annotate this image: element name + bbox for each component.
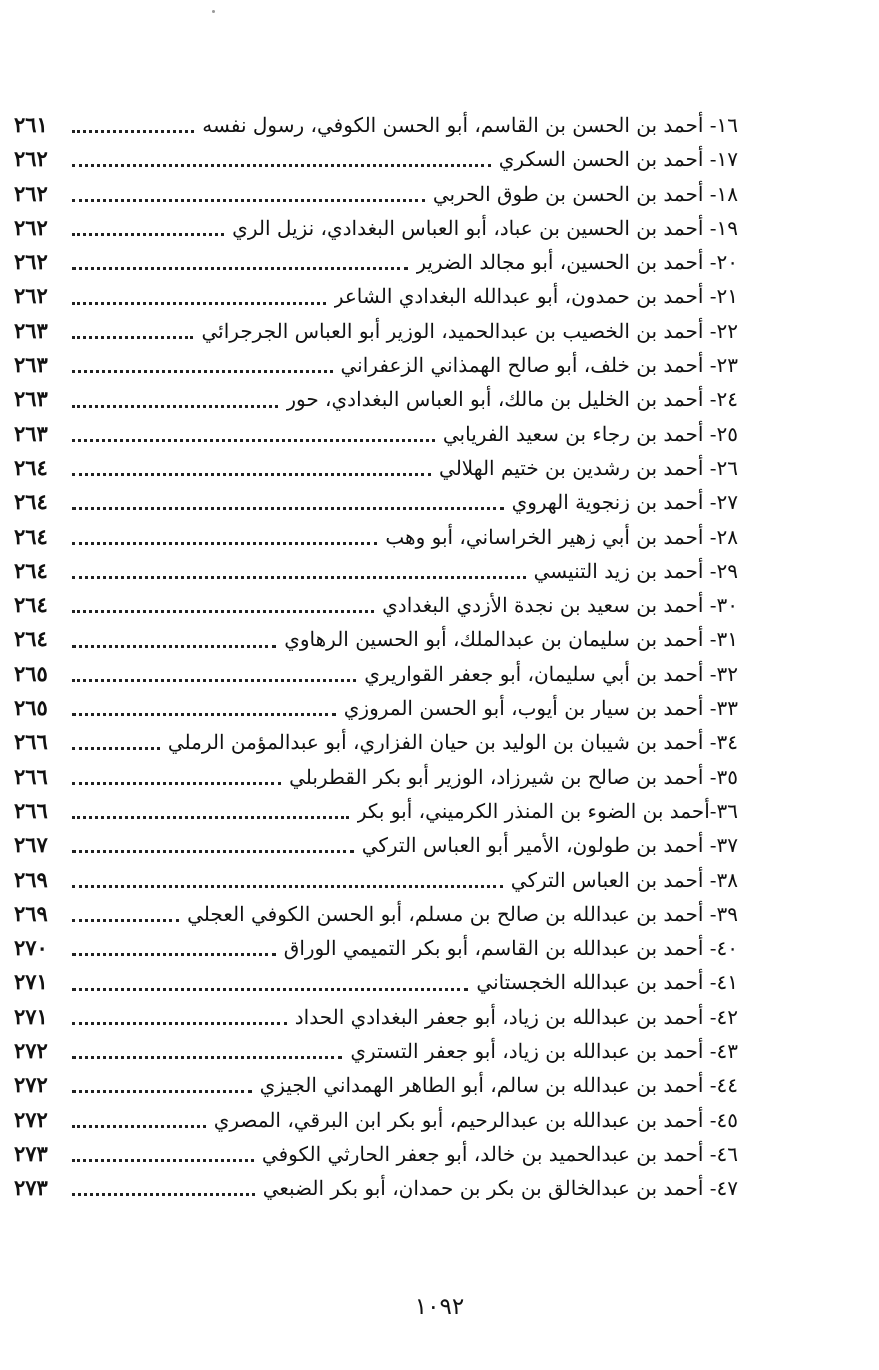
toc-entry xyxy=(14,622,738,656)
entry-page-number: ٢٦٦ xyxy=(14,729,48,755)
toc-entry xyxy=(14,1103,738,1137)
entry-page-number: ٢٦٥ xyxy=(14,660,48,686)
toc-entry xyxy=(14,897,738,931)
dot-leader xyxy=(72,884,503,888)
entry-title: ٣٩- أحمد بن عبدالله بن صالح بن مسلم، أبو الحسن الكوفي العجلي xyxy=(187,901,738,926)
entry-title: ٣٥- أحمد بن صالح بن شيرزاد، الوزير أبو بكر القطربلي xyxy=(289,764,738,789)
dot-leader xyxy=(72,335,193,339)
entry-title: ١٦- أحمد بن الحسن بن القاسم، أبو الحسن الكوفي، رسول نفسه xyxy=(202,113,738,137)
entry-title: ٣٠- أحمد بن سعيد بن نجدة الأزدي البغدادي xyxy=(382,593,738,618)
dot-leader xyxy=(72,987,468,991)
toc-entry xyxy=(14,279,738,313)
toc-entry xyxy=(14,554,738,588)
toc-entry xyxy=(14,417,738,451)
dot-leader xyxy=(72,781,281,785)
toc-entry xyxy=(14,794,738,828)
toc-entry xyxy=(14,245,738,279)
entry-title: ٣٤- أحمد بن شيبان بن الوليد بن حيان الفزاري، أبو عبدالمؤمن الرملي xyxy=(167,730,738,755)
entry-page-number: ٢٦٣ xyxy=(14,352,48,378)
toc-entry xyxy=(14,760,738,794)
entry-title: ٣٨- أحمد بن العباس التركي xyxy=(510,867,738,892)
dot-leader xyxy=(72,404,278,408)
entry-title: ٢٠- أحمد بن الحسين، أبو مجالد الضرير xyxy=(416,250,738,275)
dot-leader xyxy=(72,301,326,305)
entry-title: ٤٦- أحمد بن عبدالحميد بن خالد، أبو جعفر الحارثي الكوفي xyxy=(261,1141,738,1166)
entry-title: ٢٥- أحمد بن رجاء بن سعيد الفريابي xyxy=(442,421,738,446)
entry-page-number: ٢٧٠ xyxy=(14,935,48,961)
entry-title: ٤٢- أحمد بن عبدالله بن زياد، أبو جعفر البغدادي الحداد xyxy=(294,1004,738,1029)
entry-page-number: ٢٦٦ xyxy=(14,763,48,789)
entry-page-number: ٢٦٩ xyxy=(14,900,48,926)
dot-leader xyxy=(72,575,526,579)
entry-title: ٢١- أحمد بن حمدون، أبو عبدالله البغدادي الشاعر xyxy=(333,284,738,309)
toc-entry xyxy=(14,1000,738,1034)
dot-leader xyxy=(72,712,336,716)
entry-page-number: ٢٦٢ xyxy=(14,283,48,309)
toc-entry xyxy=(14,108,738,142)
entry-title: ٤٠- أحمد بن عبدالله بن القاسم، أبو بكر التميمي الوراق xyxy=(283,936,738,961)
dot-leader xyxy=(72,506,504,510)
entry-page-number: ٢٦٤ xyxy=(14,592,48,618)
entry-page-number: ٢٦٣ xyxy=(14,420,48,446)
entry-page-number: ٢٦٤ xyxy=(14,489,48,515)
entry-page-number: ٢٦٤ xyxy=(14,454,48,480)
dot-leader xyxy=(72,1192,255,1196)
toc-entry xyxy=(14,485,738,519)
entry-page-number: ٢٦٢ xyxy=(14,180,48,206)
toc-entry xyxy=(14,863,738,897)
toc-entry xyxy=(14,211,738,245)
entry-title: ٢٦- أحمد بن رشدين بن ختيم الهلالي xyxy=(439,455,738,480)
entry-title: ٣١- أحمد بن سليمان بن عبدالملك، أبو الحسين الرهاوي xyxy=(284,627,738,652)
entry-page-number: ٢٧٢ xyxy=(14,1106,48,1132)
dot-leader xyxy=(72,1021,287,1025)
entry-page-number: ٢٧٣ xyxy=(14,1175,48,1201)
entry-page-number: ٢٧١ xyxy=(14,969,48,995)
toc-entry xyxy=(14,931,738,965)
dot-leader xyxy=(72,918,179,922)
toc-entry xyxy=(14,314,738,348)
dot-leader xyxy=(72,1055,342,1059)
toc-entry xyxy=(14,691,738,725)
entry-title: ٤٣- أحمد بن عبدالله بن زياد، أبو جعفر التستري xyxy=(350,1039,738,1064)
entry-page-number: ٢٦٧ xyxy=(14,832,48,858)
dot-leader xyxy=(72,678,356,682)
table-of-contents xyxy=(14,108,738,1206)
entry-page-number: ٢٧٣ xyxy=(14,1140,48,1166)
entry-page-number: ٢٦٥ xyxy=(14,695,48,721)
dot-leader xyxy=(72,369,333,373)
entry-page-number: ٢٦٤ xyxy=(14,557,48,583)
entry-title: ٢٤- أحمد بن الخليل بن مالك، أبو العباس البغدادي، حور xyxy=(286,387,738,412)
entry-title: ٢٨- أحمد بن أبي زهير الخراساني، أبو وهب xyxy=(385,524,738,549)
entry-title: ٤٤- أحمد بن عبدالله بن سالم، أبو الطاهر الهمداني الجيزي xyxy=(259,1073,738,1098)
toc-entry xyxy=(14,177,738,211)
toc-entry xyxy=(14,828,738,862)
entry-page-number: ٢٦٩ xyxy=(14,866,48,892)
entry-page-number: ٢٦٤ xyxy=(14,523,48,549)
entry-title: ١٩- أحمد بن الحسين بن عباد، أبو العباس البغدادي، نزيل الري xyxy=(232,215,738,240)
toc-entry xyxy=(14,1171,738,1205)
entry-page-number: ٢٧٢ xyxy=(14,1038,48,1064)
toc-entry xyxy=(14,348,738,382)
entry-page-number: ٢٦١ xyxy=(14,112,48,137)
toc-entry xyxy=(14,588,738,622)
toc-entry xyxy=(14,1137,738,1171)
entry-title: ٣٧- أحمد بن طولون، الأمير أبو العباس التركي xyxy=(361,833,738,858)
entry-page-number: ٢٦٢ xyxy=(14,249,48,275)
dot-leader xyxy=(72,609,374,613)
dot-leader xyxy=(72,541,377,545)
dot-leader xyxy=(72,1124,206,1128)
dot-leader xyxy=(72,232,224,236)
toc-entry xyxy=(14,657,738,691)
entry-page-number: ٢٧١ xyxy=(14,1003,48,1029)
dot-leader xyxy=(72,746,160,750)
entry-page-number: ٢٦٢ xyxy=(14,214,48,240)
scan-speck xyxy=(212,10,215,13)
entry-page-number: ٢٦٣ xyxy=(14,386,48,412)
dot-leader xyxy=(72,644,276,648)
entry-title: ٤٧- أحمد بن عبدالخالق بن بكر بن حمدان، أبو بكر الضبعي xyxy=(262,1176,738,1201)
dot-leader xyxy=(72,1089,252,1093)
entry-title: ١٧- أحمد بن الحسن السكري xyxy=(498,147,738,172)
dot-leader xyxy=(72,952,276,956)
entry-title: ٣٦-أحمد بن الضوء بن المنذر الكرميني، أبو بكر xyxy=(356,798,738,823)
dot-leader xyxy=(72,129,194,133)
entry-title: ٤١- أحمد بن عبدالله الخجستاني xyxy=(476,970,738,995)
dot-leader xyxy=(72,266,408,270)
dot-leader xyxy=(72,472,431,476)
toc-entry xyxy=(14,965,738,999)
entry-title: ٤٥- أحمد بن عبدالله بن عبدالرحيم، أبو بكر ابن البرقي، المصري xyxy=(213,1107,738,1132)
entry-title: ٢٢- أحمد بن الخصيب بن عبدالحميد، الوزير أبو العباس الجرجرائي xyxy=(201,318,738,343)
entry-page-number: ٢٦٣ xyxy=(14,317,48,343)
dot-leader xyxy=(72,198,425,202)
toc-entry xyxy=(14,451,738,485)
dot-leader xyxy=(72,438,435,442)
dot-leader xyxy=(72,1158,254,1162)
entry-title: ٢٩- أحمد بن زيد التنيسي xyxy=(533,558,738,583)
page-number: ١٠٩٢ xyxy=(414,1294,465,1320)
entry-title: ٣٣- أحمد بن سيار بن أيوب، أبو الحسن المروزي xyxy=(343,696,738,721)
dot-leader xyxy=(72,815,349,819)
dot-leader xyxy=(72,163,491,167)
entry-page-number: ٢٦٢ xyxy=(14,146,48,172)
dot-leader xyxy=(72,849,354,853)
entry-title: ٣٢- أحمد بن أبي سليمان، أبو جعفر القواريري xyxy=(364,661,738,686)
entry-page-number: ٢٦٦ xyxy=(14,797,48,823)
toc-entry xyxy=(14,142,738,176)
toc-entry xyxy=(14,725,738,759)
entry-page-number: ٢٧٢ xyxy=(14,1072,48,1098)
entry-title: ٢٣- أحمد بن خلف، أبو صالح الهمذاني الزعفراني xyxy=(340,353,738,378)
entry-title: ٢٧- أحمد بن زنجوية الهروي xyxy=(511,490,738,515)
entry-title: ١٨- أحمد بن الحسن بن طوق الحربي xyxy=(432,181,738,206)
toc-entry xyxy=(14,1068,738,1102)
entry-page-number: ٢٦٤ xyxy=(14,626,48,652)
toc-entry xyxy=(14,1034,738,1068)
toc-entry xyxy=(14,520,738,554)
toc-entry xyxy=(14,382,738,416)
